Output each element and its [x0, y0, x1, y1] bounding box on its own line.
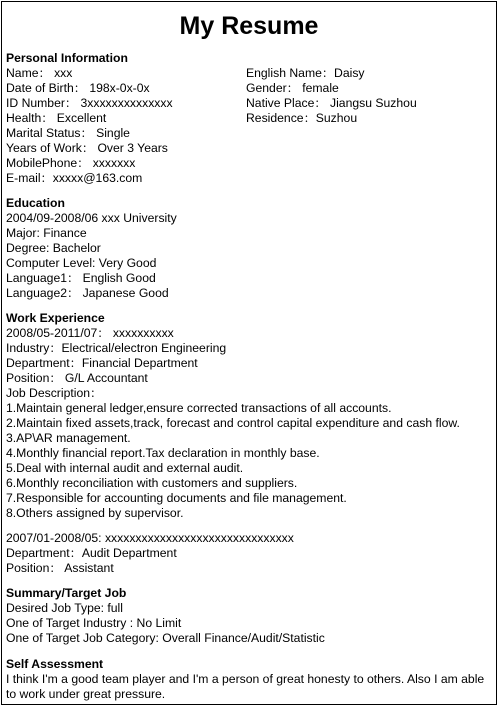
work-line: 6.Monthly reconciliation with customers and suppliers. [6, 476, 298, 490]
education-line: Degree: Bachelor [6, 241, 101, 255]
personal-dob: Date of Birth： 198x-0x-0x [6, 81, 150, 95]
work-line: 2007/01-2008/05: xxxxxxxxxxxxxxxxxxxxxxxxxxxxxxx [6, 531, 294, 545]
personal-gender: Gender： female [246, 81, 339, 95]
personal-native-place: Native Place： Jiangsu Suzhou [246, 96, 417, 110]
work-line: 1.Maintain general ledger,ensure corrected transactions of all accounts. [6, 401, 392, 415]
personal-phone: MobilePhone： xxxxxxx [6, 156, 136, 170]
assessment-line: to work under great pressure. [6, 687, 166, 701]
work-line: Position： Assistant [6, 561, 114, 575]
education-line: 2004/09-2008/06 xxx University [6, 211, 177, 225]
assessment-line: I think I'm a good team player and I'm a person of great honesty to others. Also I am able [6, 672, 485, 686]
education-line: Major: Finance [6, 226, 87, 240]
education-heading: Education [6, 196, 65, 210]
work-line: Department：Financial Department [6, 356, 198, 370]
target-line: Desired Job Type: full [6, 601, 123, 615]
work-line: Department：Audit Department [6, 546, 177, 560]
work-line: 7.Responsible for accounting documents and file management. [6, 491, 347, 505]
personal-health: Health： Excellent [6, 111, 107, 125]
work-heading: Work Experience [6, 311, 105, 325]
personal-email: E-mail：xxxxx@163.com [6, 171, 143, 185]
work-line: 2.Maintain fixed assets,track, forecast and control capital expenditure and cash flow. [6, 416, 460, 430]
target-line: One of Target Industry : No Limit [6, 616, 182, 630]
education-line: Computer Level: Very Good [6, 256, 157, 270]
personal-marital: Marital Status： Single [6, 126, 130, 140]
education-line: Language1： English Good [6, 271, 156, 285]
work-line: 2008/05-2011/07： xxxxxxxxxx [6, 326, 174, 340]
work-line: Industry：Electrical/electron Engineering [6, 341, 227, 355]
page-title: My Resume [179, 12, 319, 40]
work-line: 3.AP\AR management. [6, 431, 131, 445]
work-line: Position： G/L Accountant [6, 371, 148, 385]
personal-heading: Personal Information [6, 51, 128, 65]
work-line: Job Description： [6, 386, 103, 400]
assessment-heading: Self Assessment [6, 657, 104, 671]
education-line: Language2： Japanese Good [6, 286, 169, 300]
personal-years: Years of Work： Over 3 Years [6, 141, 168, 155]
personal-residence: Residence：Suzhou [246, 111, 358, 125]
work-line: 8.Others assigned by supervisor. [6, 506, 184, 520]
work-line: 5.Deal with internal audit and external audit. [6, 461, 244, 475]
target-heading: Summary/Target Job [6, 586, 127, 600]
target-line: One of Target Job Category: Overall Finance/Audit/Statistic [6, 631, 325, 645]
personal-english-name: English Name：Daisy [246, 66, 365, 80]
personal-id: ID Number： 3xxxxxxxxxxxxxx [6, 96, 173, 110]
work-line: 4.Monthly financial report.Tax declaration in monthly base. [6, 446, 320, 460]
resume-page [1, 1, 497, 705]
personal-name: Name： xxx [6, 66, 73, 80]
